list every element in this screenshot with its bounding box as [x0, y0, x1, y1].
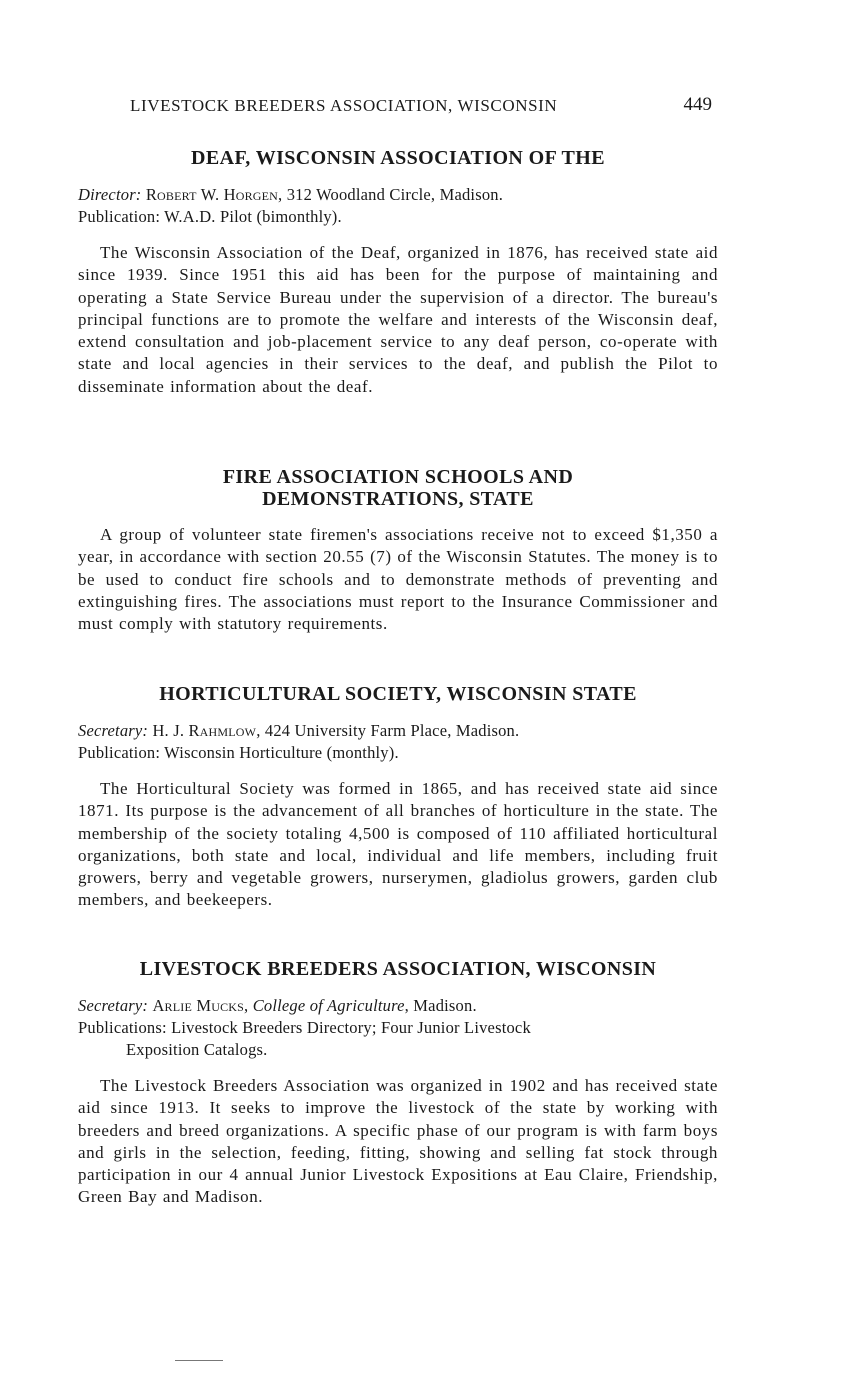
- section-title: LIVESTOCK BREEDERS ASSOCIATION, WISCONSIN: [139, 958, 657, 980]
- secretary-line: Secretary: Arlie Mucks, College of Agriculture, Madison.: [78, 996, 477, 1015]
- page-number: 449: [683, 94, 712, 115]
- section-meta: [78, 720, 718, 764]
- section-body: The Wisconsin Association of the Deaf, organized in 1876, has received state aid since 1939. Since 1951 this aid has been for the purpose of maintaining and operating a State Service Bureau under the supervision of a director. The bureau's principal functions are to promote the welfare and interests of the Wisconsin deaf, extend consultation and job-placement service to any deaf person, co-operate with state and local agencies in their services to the deaf, and publish the Pilot to disseminate information about the deaf.: [78, 243, 718, 396]
- section-deaf-association: [78, 147, 718, 398]
- publication-line: Publication: Wisconsin Horticulture (monthly).: [78, 743, 399, 762]
- address: , 424 University Farm Place, Madison.: [256, 721, 520, 740]
- section-title: HORTICULTURAL SOCIETY, WISCONSIN STATE: [159, 683, 637, 705]
- director-line: [78, 184, 718, 206]
- affiliation: College of Agriculture: [252, 996, 405, 1015]
- section-livestock-breeders: [78, 958, 718, 1209]
- role-label: Secretary:: [78, 996, 149, 1015]
- person-name: H. J. Rahmlow: [152, 721, 257, 740]
- person-name: Robert W. Horgen: [145, 185, 279, 204]
- section-body: The Horticultural Society was formed in 1865, and has received state aid since 1871. Its purpose is the advancement of all branches of horticulture in the state. The membership of the society totaling 4,500 is composed of 110 affiliated horticultural organizations, both state and local, individual and life members, including fruit growers, berry and vegetable growers, nurserymen, gladiolus growers, garden club members, and beekeepers.: [78, 779, 718, 910]
- secretary-line: [78, 720, 718, 742]
- section-title-line2: DEMONSTRATIONS, STATE: [262, 488, 534, 510]
- publication-line: Publication: W.A.D. Pilot (bimonthly).: [78, 207, 342, 226]
- section-title: DEAF, WISCONSIN ASSOCIATION OF THE: [191, 147, 605, 169]
- publication-line-continued: Exposition Catalogs.: [126, 1040, 268, 1059]
- section-title-line1: FIRE ASSOCIATION SCHOOLS AND: [222, 466, 574, 488]
- publication-line: Publications: Livestock Breeders Directory; Four Junior Livestock: [78, 1018, 531, 1037]
- role-label: Director:: [78, 185, 142, 204]
- section-meta: [78, 184, 718, 228]
- section-body: The Livestock Breeders Association was organized in 1902 and has received state aid since 1913. It seeks to improve the livestock of the state by working with breeders and breed organizations. A specific phase of our program is with farm boys and girls in the selection, feeding, fitting, showing and selling fat stock through participation in our 4 annual Junior Livestock Expositions at Eau Claire, Friendship, Green Bay and Madison.: [78, 1076, 718, 1207]
- footer-rule: [175, 1360, 223, 1361]
- address: , Madison.: [404, 996, 477, 1015]
- section-meta: [78, 995, 718, 1061]
- section-fire-association: [78, 466, 718, 635]
- address: , 312 Woodland Circle, Madison.: [278, 185, 504, 204]
- role-label: Secretary:: [78, 721, 149, 740]
- section-body: A group of volunteer state firemen's associations receive not to exceed $1,350 a year, in accordance with section 20.55 (7) of the Wisconsin Statutes. The money is to be used to conduct fire schools and to demonstrate methods of preventing and extinguishing fires. The associations must report to the Insurance Commissioner and must comply with statutory requirements.: [78, 525, 718, 634]
- section-horticultural-society: [78, 683, 718, 912]
- section-title: [78, 466, 718, 510]
- running-title: LIVESTOCK BREEDERS ASSOCIATION, WISCONSIN: [130, 96, 558, 115]
- person-name: Arlie Mucks: [152, 996, 245, 1015]
